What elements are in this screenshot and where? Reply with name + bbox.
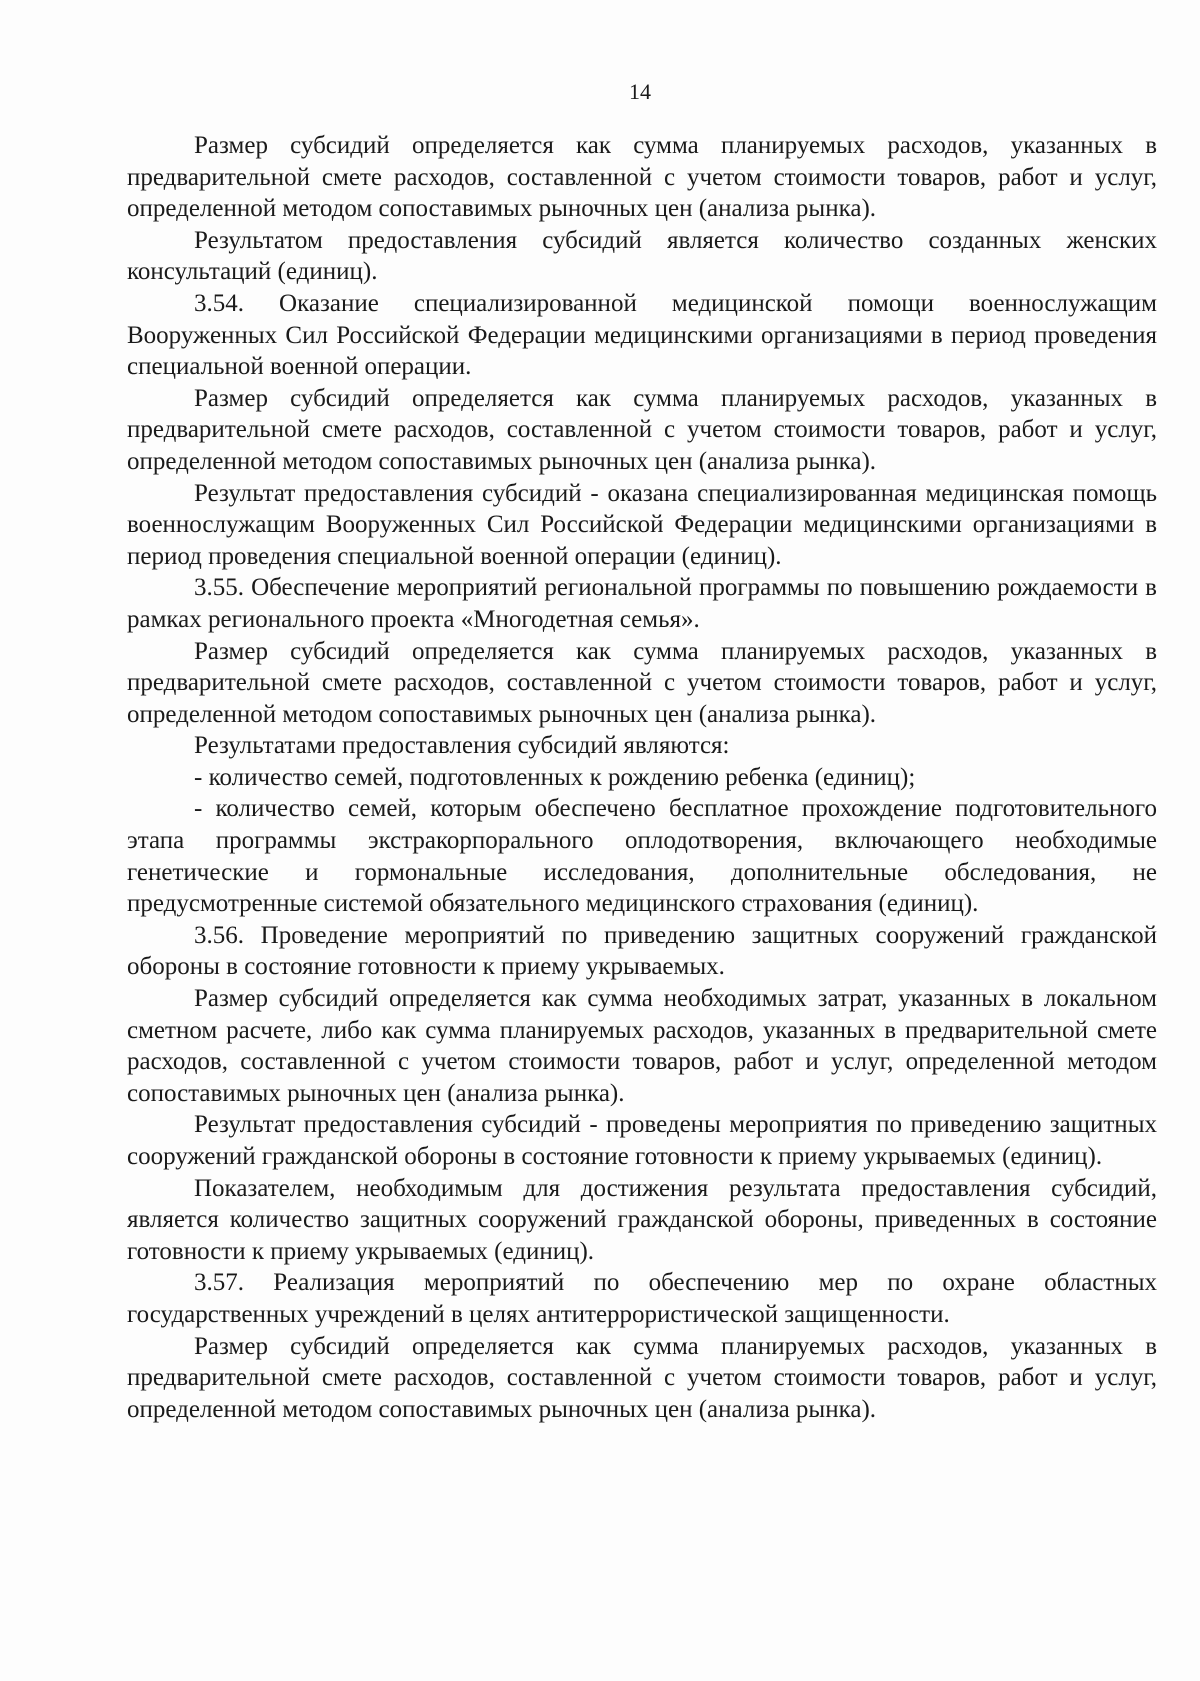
paragraph: Размер субсидий определяется как сумма планируемых расходов, указанных в предварительной смете расходов, составленной с учетом стоимости товаров, работ и услуг, определенной методом сопоставимых рыночных цен (анализа рынка). [127, 637, 1157, 728]
section-heading-3-54: 3.54. Оказание специализированной медицинской помощи военнослужащим Вооруженных Сил Российской Федерации медицинскими организациями в период проведения специальной военной операции. [127, 289, 1157, 381]
document-body [127, 130, 1157, 1425]
section-heading-3-57: 3.57. Реализация мероприятий по обеспечению мер по охране областных государственных учреждений в целях антитеррористической защищенности. [127, 1269, 1157, 1328]
paragraph: Размер субсидий определяется как сумма планируемых расходов, указанных в предварительной смете расходов, составленной с учетом стоимости товаров, работ и услуг, определенной методом сопоставимых рыночных цен (анализа рынка). [127, 384, 1157, 475]
paragraph: Показателем, необходимым для достижения результата предоставления субсидий, является количество защитных сооружений гражданской обороны, приведенных в состояние готовности к приему укрываемых (единиц). [127, 1174, 1157, 1265]
paragraph: Результат предоставления субсидий - оказана специализированная медицинская помощь военнослужащим Вооруженных Сил Российской Федерации медицинскими организациями в период проведения специальной военной операции (единиц). [127, 479, 1157, 570]
paragraph: Результат предоставления субсидий - проведены мероприятия по приведению защитных сооружений гражданской обороны в состояние готовности к приему укрываемых (единиц). [127, 1111, 1157, 1170]
paragraph: Размер субсидий определяется как сумма необходимых затрат, указанных в локальном сметном расчете, либо как сумма планируемых расходов, указанных в предварительной смете расходов, составленной с учетом стоимости товаров, работ и услуг, определенной методом сопоставимых рыночных цен (анализа рынка). [127, 985, 1157, 1107]
page-number: 14 [629, 79, 651, 104]
section-heading-3-55: 3.55. Обеспечение мероприятий региональной программы по повышению рождаемости в рамках регионального проекта «Многодетная семья». [127, 574, 1157, 633]
list-item: - количество семей, подготовленных к рождению ребенка (единиц); [194, 763, 916, 791]
paragraph: Результатами предоставления субсидий являются: [194, 732, 730, 760]
paragraph: Размер субсидий определяется как сумма планируемых расходов, указанных в предварительной смете расходов, составленной с учетом стоимости товаров, работ и услуг, определенной методом сопоставимых рыночных цен (анализа рынка). [127, 132, 1157, 223]
section-heading-3-56: 3.56. Проведение мероприятий по приведению защитных сооружений гражданской обороны в состояние готовности к приему укрываемых. [127, 921, 1157, 981]
list-item: - количество семей, которым обеспечено бесплатное прохождение подготовительного этапа программы экстракорпорального оплодотворения, включающего необходимые генетические и гормональные исследования, дополнительные обследования, не предусмотренные системой обязательного медицинского страхования (единиц). [127, 795, 1157, 918]
paragraph: Размер субсидий определяется как сумма планируемых расходов, указанных в предварительной смете расходов, составленной с учетом стоимости товаров, работ и услуг, определенной методом сопоставимых рыночных цен (анализа рынка). [127, 1332, 1157, 1423]
paragraph: Результатом предоставления субсидий является количество созданных женских консультаций (единиц). [127, 226, 1157, 286]
